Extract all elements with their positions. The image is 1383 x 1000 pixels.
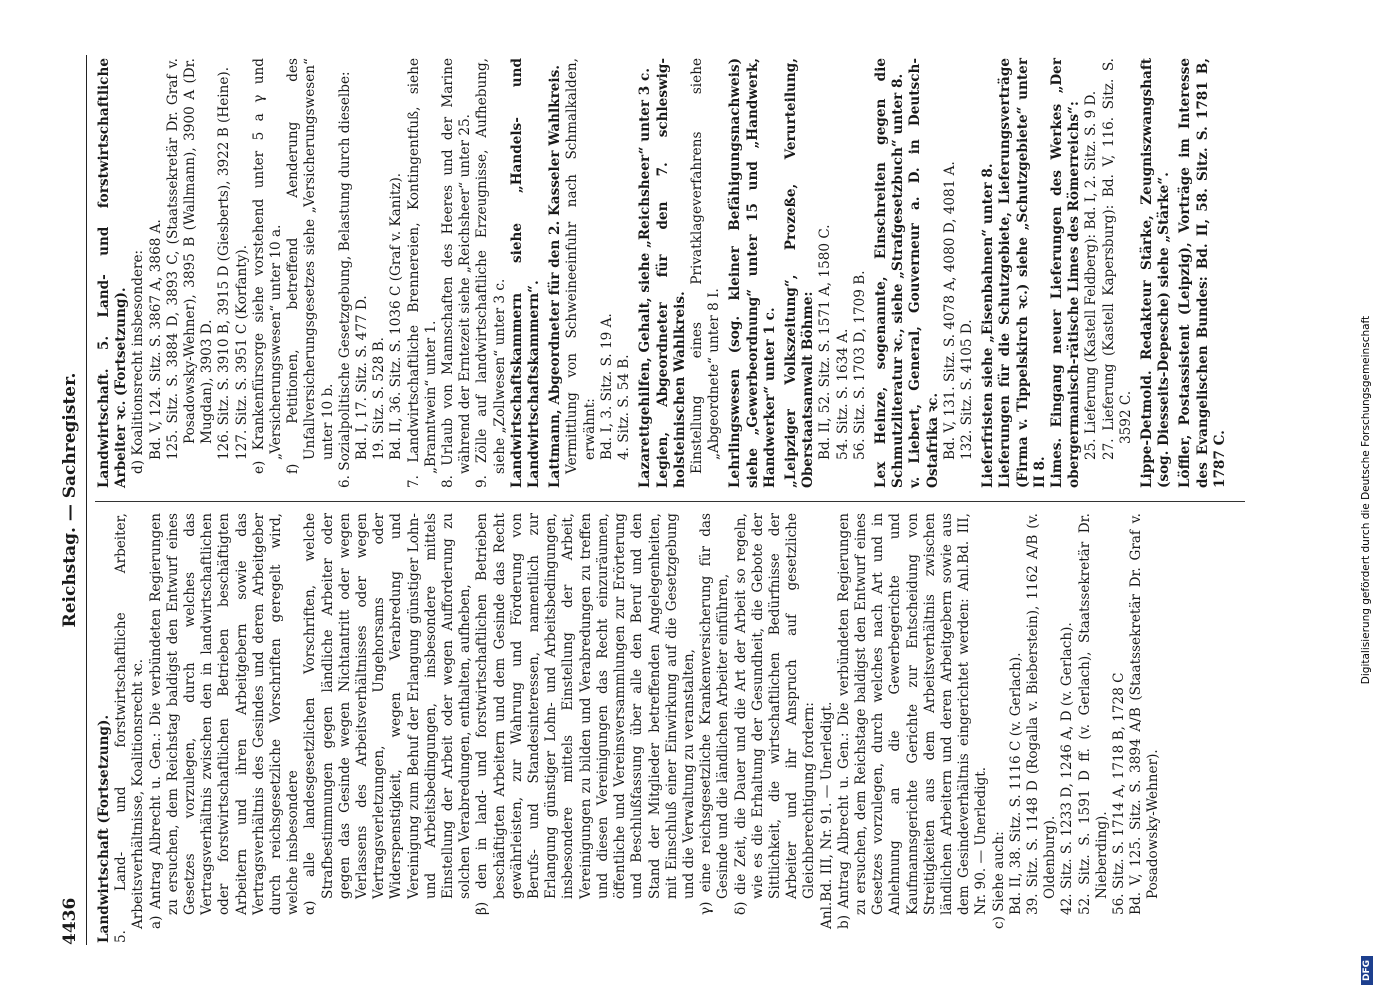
index-entry-heading: Lieferungen für die Schutzgebiete, Lieferungsverträge (Firma v. Tippelskirch ꝛc.) siehe „Schutzgebiete“ unter II 8.: [997, 58, 1048, 488]
index-entry-line: 132. Sitz. S. 4105 D.: [958, 319, 975, 460]
index-entry-line: 9. Zölle auf landwirtschaftliche Erzeugnisse, Aufhebung, siehe „Zollwesen“ unter 3 c.: [474, 58, 508, 488]
index-entry-line: 8. Urlaub von Mannschaften des Heeres und der Marine während der Erntezeit siehe „Reichsheer“ unter 25.: [440, 58, 474, 488]
index-entry-heading: „Leipziger Volkszeitung“, Prozeße, Verurteilung, Oberstaatsanwalt Böhme:: [782, 58, 817, 488]
index-entry-heading: Lehrlingswesen (sog. kleiner Befähigungsnachweis) siehe „Gewerbeordnung“ unter 15 und „Handwerk, Handwerker“ unter 1 c.: [727, 58, 778, 488]
index-entry-heading: v. Liebert, General, Gouverneur a. D. in Deutsch-Ostafrika ꝛc.: [907, 58, 941, 488]
index-entry-heading: Lieferfristen siehe „Eisenbahnen“ unter 8.: [980, 163, 997, 488]
index-entry-line: Vermittlung von Schweineeinfuhr nach Schmalkalden, erwähnt:: [564, 58, 598, 474]
index-entry-line: Bd. I, 17. Sitz. S. 477 D.: [354, 295, 371, 460]
index-entry-line: Bd. II, 38. Sitz. S. 1116 C (v. Gerlach).: [1007, 652, 1024, 915]
index-entry-heading: Lazarettgehilfen, Gehalt, siehe „Reichsheer“ unter 3 c.: [637, 68, 654, 488]
index-entry-line: b) Antrag Albrecht u. Gen.: Die verbündeten Regierungen zu ersuchen, dem Reichstage baldigst den Entwurf eines Gesetzes vorzulegen, durch welches nach Art und in Anlehnung an die Gewerbegerichte und Kaufmannsgerichte Gerichte zur Entscheidung von Streitigkeiten aus dem Arbeitsverhältnis zwischen ländlichen Arbeitern und deren Arbeitgebern sowie aus dem Gesindeverhältnis eingerichtet werden: Anl.Bd. III, Nr. 90. — Unerledigt.: [835, 513, 990, 929]
index-entry-heading: Landwirtschaftskammern siehe „Handels- und Landwirtschaftskammern“.: [508, 58, 543, 488]
index-entry-line: c) Siehe auch:: [990, 831, 1007, 929]
index-entry-heading: Löffler, Postassistent (Leipzig), Vorträge im Interesse des Evangelischen Bundes: Bd. II, 58. Sitz. S. 1781 B, 1787 C.: [1177, 58, 1228, 488]
index-entry-line: Bd. V, 131. Sitz. S. 4078 A, 4080 D, 4081 A.: [941, 161, 958, 460]
index-entry-line: 56. Sitz. S. 1703 D, 1709 B.: [851, 270, 868, 460]
index-entry-line: 7. Landwirtschaftliche Brennereien, Kontingentfuß, siehe „Branntwein“ unter 1.: [405, 58, 439, 488]
index-entry-line: α) alle landesgesetzlichen Vorschriften, welche Strafbestimmungen gegen ländliche Arbeiter oder gegen das Gesinde wegen Nichtantritt oder wegen Verlassens des Arbeitsverhältnisses oder wegen Vertragsverletzungen, Ungehorsams oder Widerspenstigkeit, wegen Verabredung und Vereinigung zum Behuf der Erlangung günstiger Lohn- und Arbeitsbedingungen, insbesondere mittels Einstellung der Arbeit oder wegen Aufforderung zu solchen Verabredungen, enthalten, aufheben,: [302, 513, 474, 915]
index-entry-line: 52. Sitz. S. 1591 D ff. (v. Gerlach), Staatssekretär Dr. Nieberding).: [1076, 513, 1110, 915]
index-entry-line: 54. Sitz. S. 1634 A.: [834, 328, 851, 460]
index-entry-line: f) Petitionen, betreffend Aenderung des Unfallversicherungsgesetzes siehe „Versicherungswesen“ unter 10 b.: [285, 58, 336, 474]
index-entry-line: Bd. II, 36. Sitz. S. 1036 C (Graf v. Kanitz).: [388, 172, 405, 460]
index-entry-heading: Lattmann, Abgeordneter für den 2. Kasseler Wahlkreis.: [547, 65, 564, 488]
right-column: [96, 58, 1229, 488]
column-divider: [95, 501, 1245, 502]
index-entry-line: Anl.Bd. III, Nr. 91. — Unerledigt.: [818, 701, 835, 929]
index-entry-line: Bd. I, 3. Sitz. S. 19 A.: [598, 313, 615, 460]
index-entry-line: Bd. V, 125. Sitz. S. 3894 A/B (Staatssekretär Dr. Graf v. Posadowsky-Wehner).: [1128, 513, 1162, 915]
index-entry-line: e) Krankenfürsorge siehe vorstehend unter 5 a γ und „Versicherungswesen“ unter 10 a.: [250, 58, 285, 474]
index-entry-heading: Lex Heinze, sogenannte, Einschreiten gegen die Schmutzliteratur ꝛc., siehe „Strafgesetzbuch“ unter 8.: [872, 58, 907, 488]
left-column: [96, 513, 1163, 943]
index-entry-line: 125. Sitz. S. 3884 D, 3893 C, (Staatssekretär Dr. Graf v. Posadowsky-Wehner), 3895 B (Wallmann), 3900 A (Dr. Mugdan), 3903 D.: [164, 58, 216, 460]
index-entry-line: 6. Sozialpolitische Gesetzgebung, Belastung durch dieselbe:: [336, 71, 353, 488]
index-entry-line: 5. Land- und forstwirtschaftliche Arbeiter, Arbeitsverhältnisse, Koalitionsrecht ꝛc.: [113, 513, 147, 943]
index-entry-line: δ) die Zeit, die Dauer und die Art der Arbeit so regeln, wie es die Erhaltung der Gesundheit, die Gebote der Sittlichkeit, die wirtschaftlichen Bedürfnisse der Arbeiter und ihr Anspruch auf gesetzliche Gleichberechtigung fordern:: [732, 513, 818, 915]
page-title: Reichstag. — Sachregister.: [60, 372, 80, 628]
index-entry-line: 39. Sitz. S. 1148 D (Rogalla v. Bieberstein), 1162 A/B (v. Oldenburg).: [1024, 513, 1059, 915]
index-entry-line: Einstellung eines Privatklageverfahrens siehe „Abgeordnete“ unter 8 I.: [688, 58, 723, 474]
index-entry-heading: Landwirtschaft. 5. Land- und forstwirtschaftliche Arbeiter ꝛc. (Fortsetzung).: [96, 58, 130, 488]
index-entry-line: 126. Sitz. S. 3910 B, 3915 D (Giesberts), 3922 B (Heine).: [216, 66, 233, 460]
index-entry-line: β) den in land- und forstwirtschaftlichen Betrieben beschäftigten Arbeitern und dem Gesinde das Recht gewährleisten, zur Wahrung und Förderung von Berufs- und Standesinteressen, namentlich zur Erlangung günstiger Lohn- und Arbeitsbedingungen, insbesondere mittels Einstellung der Arbeit, Vereinigungen zu bilden und Verabredungen zu treffen und diesen Vereinigungen das Recht einzuräumen, öffentliche und Vereinsversammlungen zur Erörterung und Beschlußfassung über alle den Beruf und den Stand der Mitglieder betreffenden Angelegenheiten, mit Einschluß einer Einwirkung auf die Gesetzgebung und die Verwaltung zu veranstalten,: [474, 513, 697, 915]
index-entry-line: Bd. II, 52. Sitz. S. 1571 A, 1580 C.: [817, 224, 834, 460]
digitization-credit: Digitalisierung gefördert durch die Deutsche Forschungsgemeinschaft: [1360, 315, 1372, 685]
index-entry-line: 56. Sitz. S. 1714 A, 1718 B, 1728 C: [1110, 672, 1127, 915]
index-entry-line: 19. Sitz. S. 528 B.: [371, 337, 388, 460]
index-entry-line: d) Koalitionsrecht insbesondere:: [130, 249, 147, 474]
index-entry-line: 27. Lieferung (Kastell Kapersburg): Bd. V, 116. Sitz. S. 3592 C.: [1100, 58, 1134, 460]
index-entry-line: 4. Sitz. S. 54 B.: [616, 354, 633, 460]
index-entry-heading: Lippe-Detmold. Redakteur Stärke, Zeugniszwangshaft (sog. Diesseits-Depesche) siehe „Stärke“.: [1138, 58, 1173, 488]
index-entry-line: 42. Sitz. S. 1233 D, 1246 A, D (v. Gerlach).: [1059, 622, 1076, 915]
page-number: 4436: [60, 897, 80, 945]
index-entry-line: a) Antrag Albrecht u. Gen.: Die verbündeten Regierungen zu ersuchen, dem Reichstag baldigst den Entwurf eines Gesetzes vorzulegen, durch welches das Vertragsverhältnis zwischen den in landwirtschaftlichen oder forstwirtschaftlichen Betrieben beschäftigten Arbeitern und ihren Arbeitgebern sowie das Vertragsverhältnis des Gesindes und deren Arbeitgeber durch reichsgesetzliche Vorschriften geregelt wird, welche insbesondere: [147, 513, 302, 929]
dfg-logo: DFG: [1361, 956, 1373, 985]
index-entry-line: Bd. V, 124. Sitz. S. 3867 A, 3868 A.: [147, 219, 164, 460]
running-header: [58, 55, 87, 945]
index-entry-heading: Limes. Eingang neuer Lieferungen des Werkes „Der obergermanisch-rätische Limes des Römerreichs“:: [1048, 58, 1083, 488]
index-entry-line: γ) eine reichsgesetzliche Krankenversicherung für das Gesinde und die ländlichen Arbeiter einführen,: [698, 513, 732, 915]
index-entry-heading: Legien, Abgeordneter für den 7. schleswig-holsteinischen Wahlkreis.: [654, 58, 688, 488]
index-entry-line: 127. Sitz. S. 3951 C (Korfanty).: [233, 244, 250, 460]
index-entry-line: 25. Lieferung (Kastell Feldberg): Bd. I, 2. Sitz. S. 9 D.: [1083, 90, 1100, 460]
index-entry-heading: Landwirtschaft (Fortsetzung).: [96, 714, 112, 943]
